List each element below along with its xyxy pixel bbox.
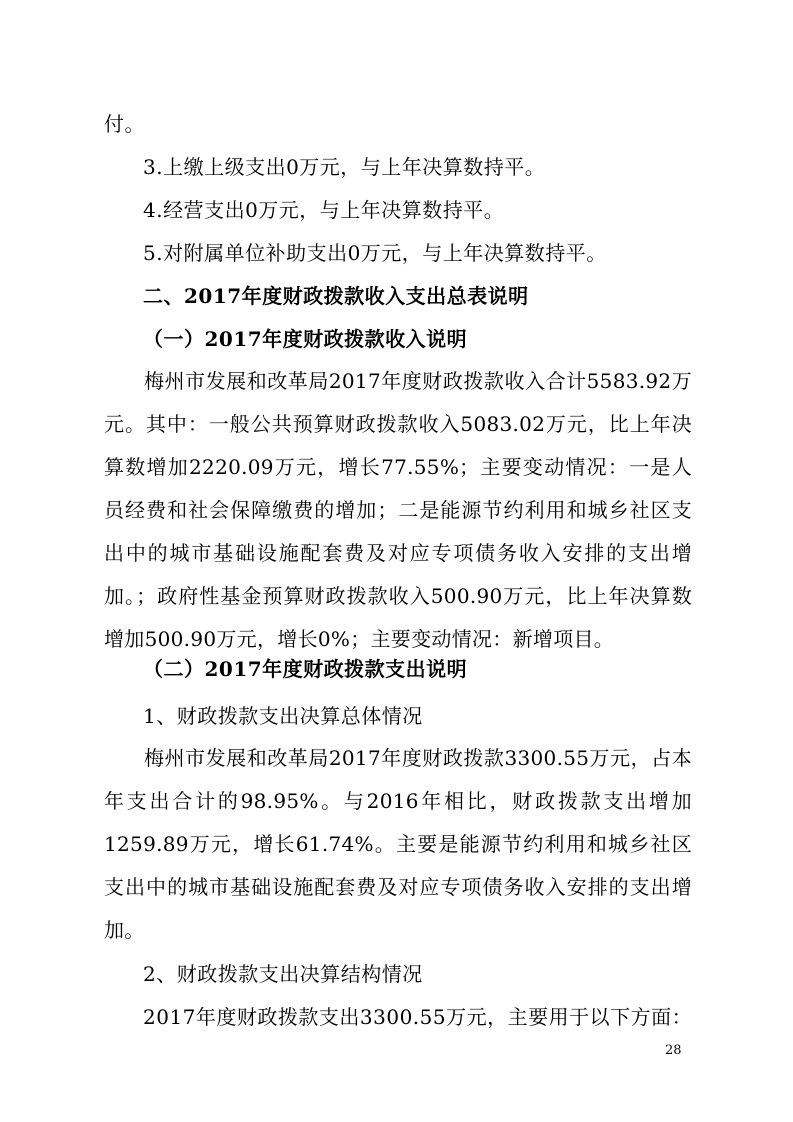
subsection-heading-income: （一）2017年度财政拨款收入说明 [143,327,468,351]
paragraph-expenditure-overview: 梅州市发展和改革局2017年度财政拨款3300.55万元，占本年支出合计的98.95%。与2016年相比，财政拨款支出增加1259.89万元，增长61.74%。主要是能源节约利用和城乡社区支出中的城市基础设施配套费及对应专项债务收入安排的支出增加。 [104,746,692,942]
text-line-expenditure-usage: 2017年度财政拨款支出3300.55万元，主要用于以下方面： [143,1005,693,1029]
subheading-structure-situation: 2、财政拨款支出决算结构情况 [143,962,423,986]
subsection-heading-expenditure: （二）2017年度财政拨款支出说明 [143,657,468,681]
item-3-upper-level-payment: 3.上缴上级支出0万元，与上年决算数持平。 [143,155,546,179]
paragraph-income-description: 梅州市发展和改革局2017年度财政拨款收入合计5583.92万元。其中：一般公共预算财政拨款收入5083.02万元，比上年决算数增加2220.09万元，增长77.55%；主要变动情况：一是人员经费和社会保障缴费的增加；二是能源节约利用和城乡社区支出中的城市基础设施配套费及对应专项债务收入安排的支出增加。；政府性基金预算财政拨款收入500.90万元，比上年决算数增加500.90万元，增长0%；主要变动情况：新增项目。 [104,369,692,651]
page-number: 28 [665,1043,682,1058]
section-heading-2: 二、2017年度财政拨款收入支出总表说明 [143,284,529,308]
text-line-continuation: 付。 [104,112,145,136]
item-5-subsidiary-subsidy: 5.对附属单位补助支出0万元，与上年决算数持平。 [143,241,607,265]
item-4-operating-expense: 4.经营支出0万元，与上年决算数持平。 [143,198,505,222]
subheading-overall-situation: 1、财政拨款支出决算总体情况 [143,704,423,728]
